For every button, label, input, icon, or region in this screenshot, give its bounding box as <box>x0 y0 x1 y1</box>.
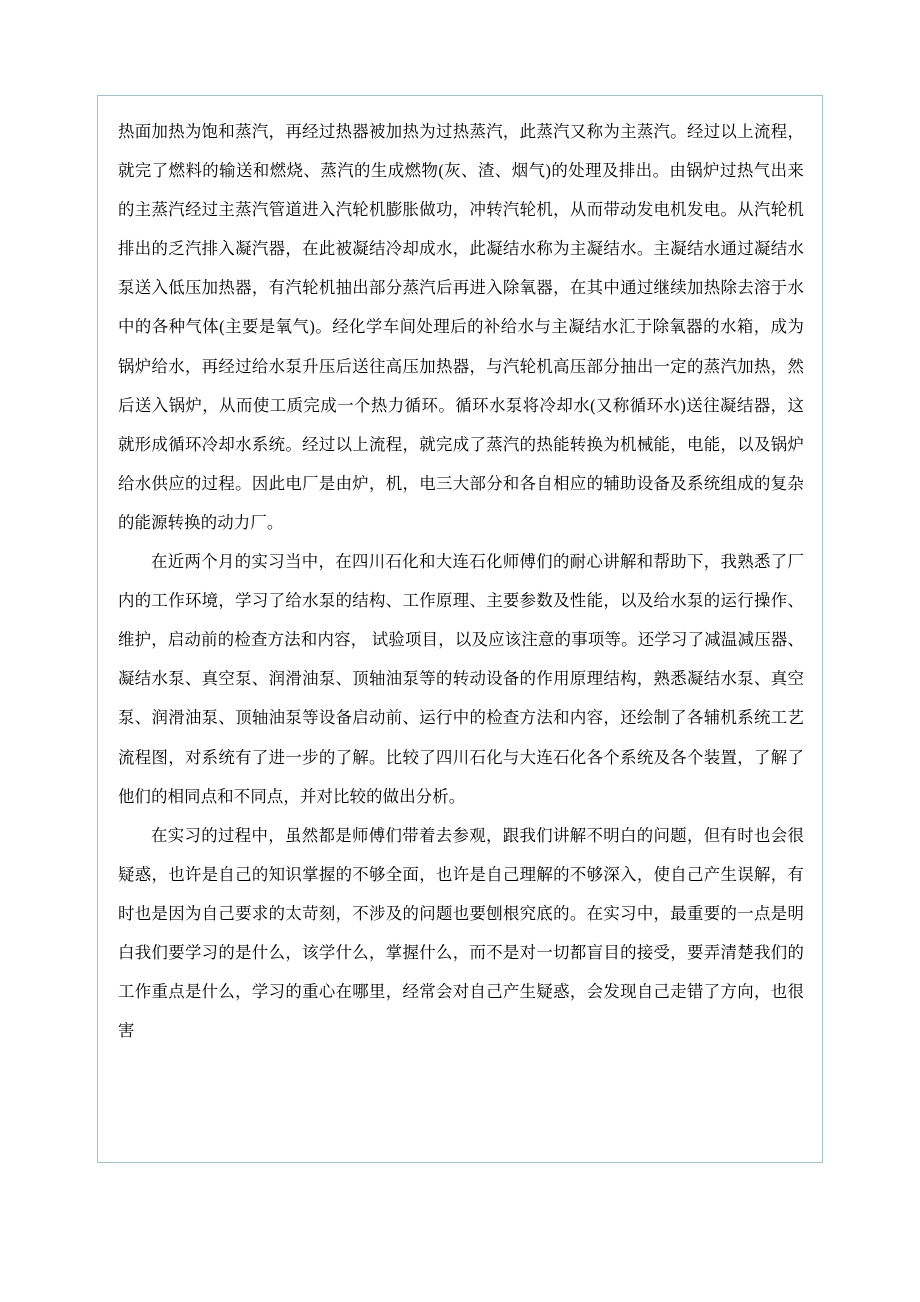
document-text-body <box>118 112 804 1050</box>
paragraph-3: 在实习的过程中，虽然都是师傅们带着去参观，跟我们讲解不明白的问题，但有时也会很疑惑，也许是自己的知识掌握的不够全面，也许是自己理解的不够深入，使自己产生误解，有时也是因为自己要求的太苛刻，不涉及的问题也要刨根究底的。在实习中，最重要的一点是明白我们要学习的是什么，该学什么，掌握什么，而不是对一切都盲目的接受，要弄清楚我们的工作重点是什么，学习的重心在哪里，经常会对自己产生疑惑，会发现自己走错了方向，也很害 <box>118 825 804 1041</box>
paragraph-1: 热面加热为饱和蒸汽，再经过热器被加热为过热蒸汽，此蒸汽又称为主蒸汽。经过以上流程，就完了燃料的输送和燃烧、蒸汽的生成燃物(灰、渣、烟气)的处理及排出。由锅炉过热气出来的主蒸汽经过主蒸汽管道进入汽轮机膨胀做功，冲转汽轮机，从而带动发电机发电。从汽轮机排出的乏汽排入凝汽器，在此被凝结冷却成水，此凝结水称为主凝结水。主凝结水通过凝结水泵送入低压加热器，有汽轮机抽出部分蒸汽后再进入除氧器，在其中通过继续加热除去溶于水中的各种气体(主要是氧气)。经化学车间处理后的补给水与主凝结水汇于除氧器的水箱，成为锅炉给水，再经过给水泵升压后送往高压加热器，与汽轮机高压部分抽出一定的蒸汽加热，然后送入锅炉，从而使工质完成一个热力循环。循环水泵将冷却水(又称循环水)送往凝结器，这就形成循环冷却水系统。经过以上流程，就完成了蒸汽的热能转换为机械能，电能，以及锅炉给水供应的过程。因此电厂是由炉，机，电三大部分和各自相应的辅助设备及系统组成的复杂的能源转换的动力厂。 <box>118 122 804 532</box>
paragraph-2: 在近两个月的实习当中，在四川石化和大连石化师傅们的耐心讲解和帮助下，我熟悉了厂内的工作环境，学习了给水泵的结构、工作原理、主要参数及性能，以及给水泵的运行操作、维护，启动前的检查方法和内容， 试验项目，以及应该注意的事项等。还学习了减温减压器、凝结水泵、真空泵、润滑油泵、顶轴油泵等的转动设备的作用原理结构，熟悉凝结水泵、真空泵、润滑油泵、顶轴油泵等设备启动前、运行中的检查方法和内容，还绘制了各辅机系统工艺流程图，对系统有了进一步的了解。比较了四川石化与大连石化各个系统及各个装置，了解了他们的相同点和不同点，并对比较的做出分析。 <box>118 552 804 806</box>
